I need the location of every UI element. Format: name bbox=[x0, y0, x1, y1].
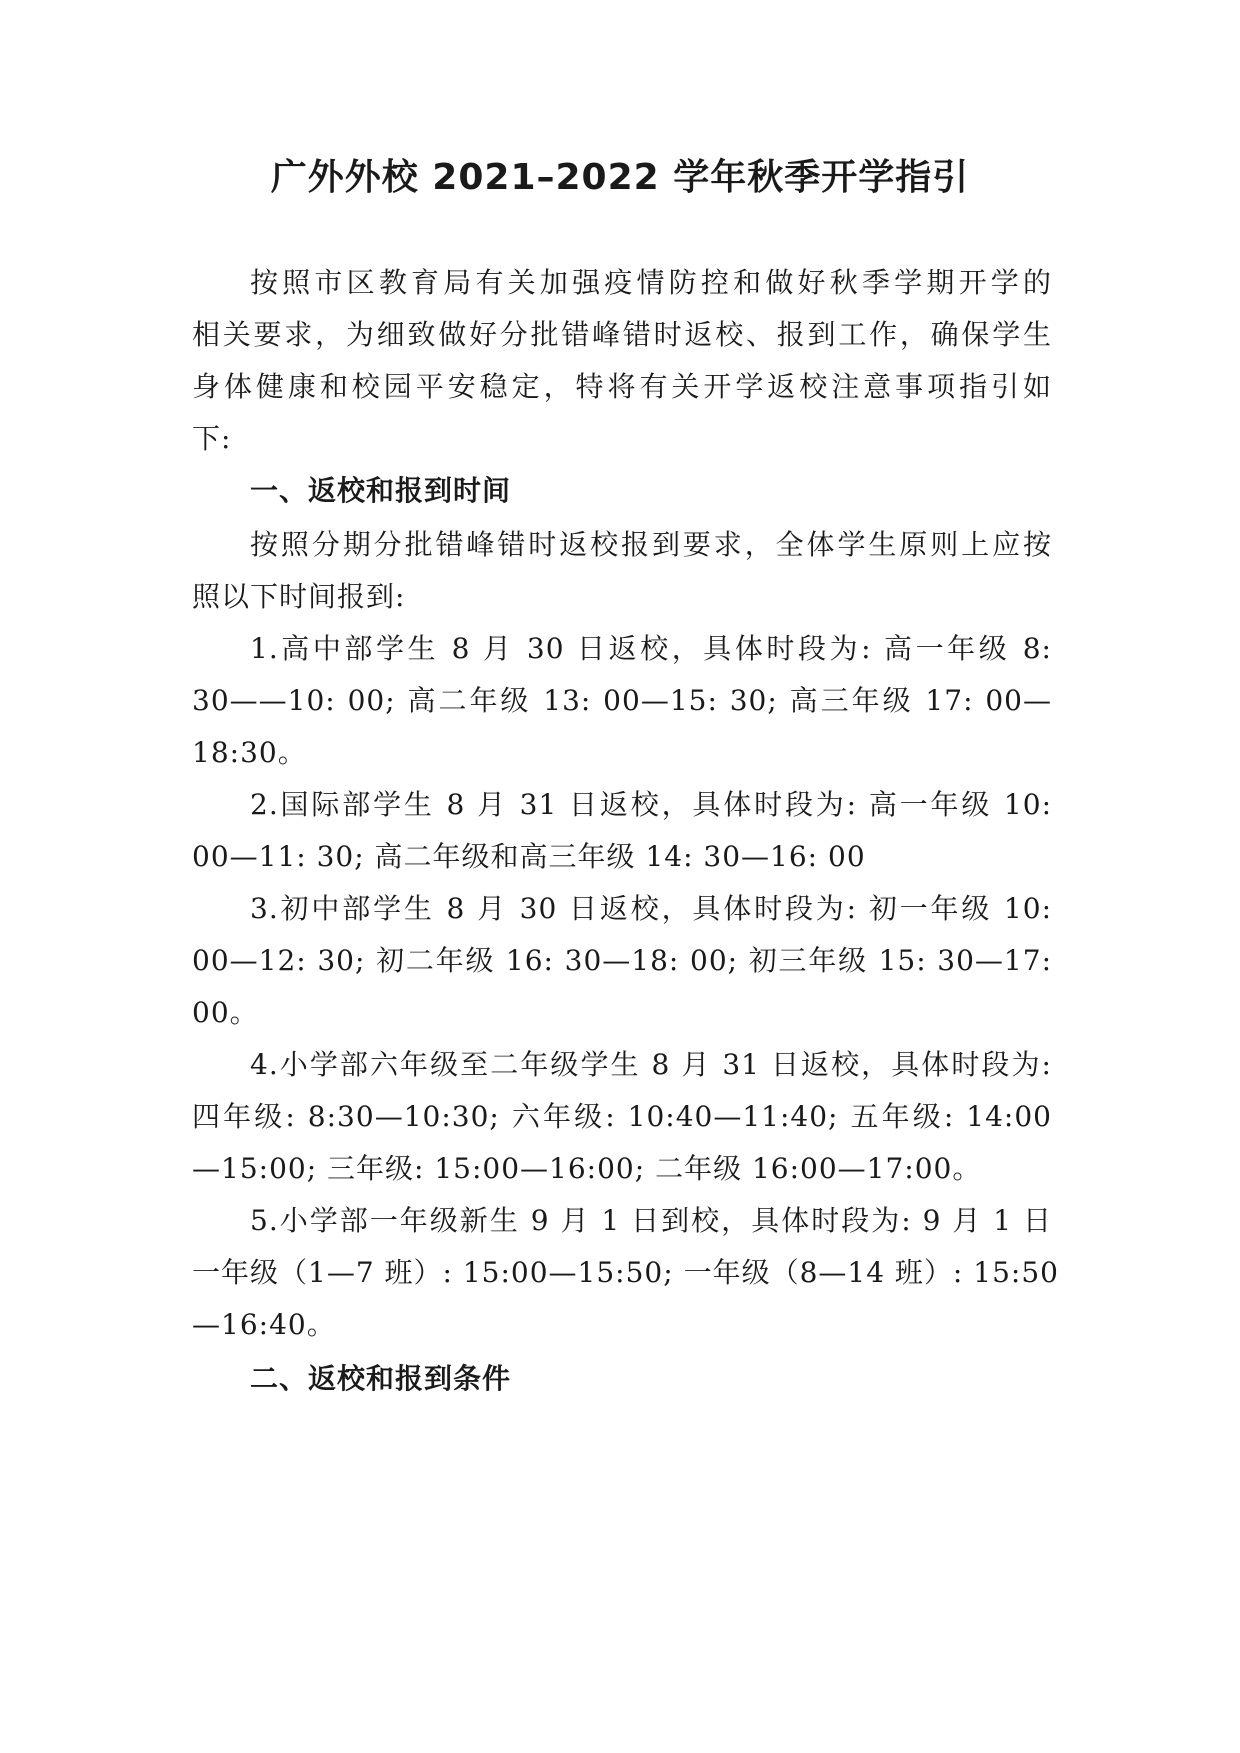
item5-line-2: 一年级（1—7 班）: 15:00—15:50; 一年级（8—14 班）: 15:50 bbox=[192, 1256, 1059, 1289]
item3-line-3: 00。 bbox=[192, 996, 259, 1029]
item5-line-3: —16:40。 bbox=[192, 1308, 336, 1341]
item4-line-2: 四年级: 8:30—10:30; 六年级: 10:40—11:40; 五年级: 14:00 bbox=[192, 1100, 1052, 1133]
item3-line-2: 00—12: 30; 初二年级 16: 30—18: 00; 初三年级 15: 30—17: bbox=[192, 944, 1052, 977]
section1-intro-line-2: 照以下时间报到: bbox=[192, 580, 406, 613]
item5-line-1: 5.小学部一年级新生 9 月 1 日到校，具体时段为: 9 月 1 日 bbox=[250, 1204, 1052, 1237]
item1-line-3: 18:30。 bbox=[192, 736, 307, 769]
section-heading-2: 二、返校和报到条件 bbox=[250, 1362, 512, 1395]
intro-line-3: 身体健康和校园平安稳定，特将有关开学返校注意事项指引如 bbox=[192, 370, 1052, 403]
intro-line-4: 下: bbox=[192, 422, 232, 455]
item3-line-1: 3.初中部学生 8 月 30 日返校，具体时段为: 初一年级 10: bbox=[250, 892, 1052, 925]
item2-line-2: 00—11: 30; 高二年级和高三年级 14: 30—16: 00 bbox=[192, 840, 866, 873]
section1-intro-line-1: 按照分期分批错峰错时返校报到要求，全体学生原则上应按 bbox=[250, 528, 1052, 561]
item2-line-1: 2.国际部学生 8 月 31 日返校，具体时段为: 高一年级 10: bbox=[250, 788, 1052, 821]
intro-line-1: 按照市区教育局有关加强疫情防控和做好秋季学期开学的 bbox=[250, 266, 1052, 299]
item4-line-3: —15:00; 三年级: 15:00—16:00; 二年级 16:00—17:00。 bbox=[192, 1152, 982, 1185]
item1-line-1: 1.高中部学生 8 月 30 日返校，具体时段为: 高一年级 8: bbox=[250, 632, 1052, 665]
intro-line-2: 相关要求，为细致做好分批错峰错时返校、报到工作，确保学生 bbox=[192, 318, 1052, 351]
item4-line-1: 4.小学部六年级至二年级学生 8 月 31 日返校，具体时段为: bbox=[250, 1048, 1052, 1081]
section-heading-1: 一、返校和报到时间 bbox=[250, 474, 512, 507]
item1-line-2: 30——10: 00; 高二年级 13: 00—15: 30; 高三年级 17: 00— bbox=[192, 684, 1052, 717]
document-title: 广外外校 2021–2022 学年秋季开学指引 bbox=[270, 157, 970, 198]
